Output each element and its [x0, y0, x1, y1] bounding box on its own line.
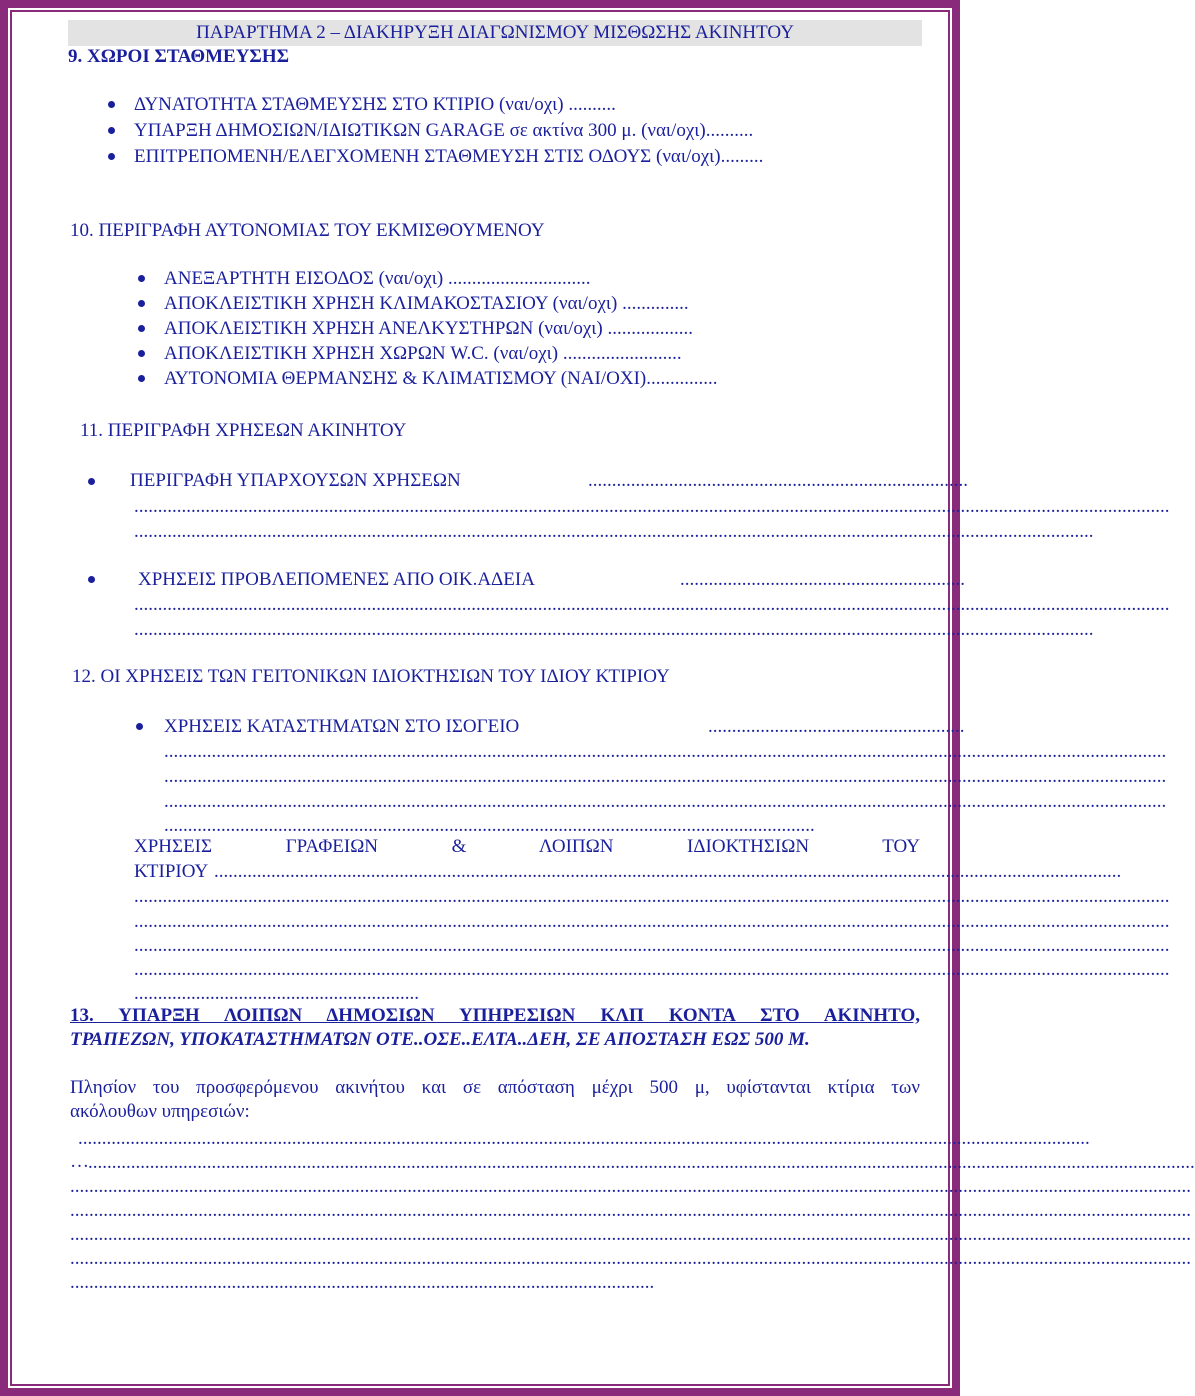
bullet-icon: [138, 375, 145, 382]
dot-leader: ..........................................................................................................................................................................................................................: [134, 911, 1170, 932]
dot-leader: ............................................................................................................................................................................................................................................: [70, 1224, 1191, 1245]
dot-leader: ...................................................................................................................................................................................................................: [164, 766, 1167, 787]
bullet-icon: [136, 723, 143, 730]
dot-leader: ............................................................................................................................................................................................................................................: [70, 1248, 1191, 1269]
dot-leader: ...................................................................................................................................................................................................................: [164, 741, 1167, 762]
bullet-icon: [138, 275, 145, 282]
bullet-icon: [138, 325, 145, 332]
dot-leader: ..........................................................................................................................................................................................................................: [134, 594, 1170, 615]
bullet-icon: [138, 350, 145, 357]
dot-leader: ............................................................: [134, 983, 419, 1004]
dot-leader: ..........................................................................................................................................................................................................: [134, 521, 1094, 542]
section-13-title-line-2: ΤΡΑΠΕΖΩΝ, ΥΠΟΚΑΤΑΣΤΗΜΑΤΩΝ ΟΤΕ..ΟΣΕ..ΕΛΤΑ..ΔΕΗ, ΣΕ ΑΠΟΣΤΑΣΗ ΕΩΣ 500 Μ.: [70, 1029, 810, 1050]
section-12-title: 12. ΟΙ ΧΡΗΣΕΙΣ ΤΩΝ ΓΕΙΤΟΝΙΚΩΝ ΙΔΙΟΚΤΗΣΙΩΝ ΤΟΥ ΙΔΙΟΥ ΚΤΙΡΙΟΥ: [72, 666, 670, 687]
dot-leader: ..........................................................................................................................................................................................................: [134, 619, 1094, 640]
dot-leader: .........................................................................................................................................: [164, 815, 815, 836]
bullet-icon: [108, 127, 115, 134]
bullet-icon: [108, 101, 115, 108]
bullet-icon: [108, 153, 115, 160]
dot-leader: ..........................................................................................................................................................................................................................: [134, 935, 1170, 956]
s10-item-5: ΑΥΤΟΝΟΜΙΑ ΘΕΡΜΑΝΣΗΣ & ΚΛΙΜΑΤΙΣΜΟΥ (ΝΑΙ/ΟΧΙ)...............: [164, 368, 718, 389]
dot-leader: ............................................................: [680, 569, 965, 590]
dot-leader: ..........................................................................................................................................................................................................................: [134, 496, 1170, 517]
s13-paragraph-line-1: Πλησίον του προσφερόμενου ακινήτου και σε απόσταση μέχρι 500 μ, υφίστανται κτίρια των: [70, 1077, 920, 1098]
s12-item-2-line-1: ΧΡΗΣΕΙΣ ΓΡΑΦΕΙΩΝ & ΛΟΙΠΩΝ ΙΔΙΟΚΤΗΣΙΩΝ ΤΟΥ: [134, 836, 920, 857]
dot-leader: .........................................................................................................................................................................................................................................: [88, 1152, 1195, 1173]
dot-leader: ..........................................................................................................................................................................................................................: [134, 959, 1170, 980]
s10-item-4: ΑΠΟΚΛΕΙΣΤΙΚΗ ΧΡΗΣΗ ΧΩΡΩΝ W.C. (ναι/οχι) .........................: [164, 343, 682, 364]
s12-item-1: ΧΡΗΣΕΙΣ ΚΑΤΑΣΤΗΜΑΤΩΝ ΣΤΟ ΙΣΟΓΕΙΟ: [164, 716, 520, 737]
dot-leader: ...................................................................................................................................................................................................................: [164, 791, 1167, 812]
s12-item-2-line-2: ΚΤΙΡΙΟΥ: [134, 861, 209, 882]
s10-item-3: ΑΠΟΚΛΕΙΣΤΙΚΗ ΧΡΗΣΗ ΑΝΕΛΚΥΣΤΗΡΩΝ (ναι/οχι) ..................: [164, 318, 693, 339]
dot-leader: ...............................................................................................................................................................................................: [214, 861, 1122, 882]
s11-item-2: ΧΡΗΣΕΙΣ ΠΡΟΒΛΕΠΟΜΕΝΕΣ ΑΠΟ ΟΙΚ.ΑΔΕΙΑ: [138, 569, 535, 590]
s9-item-2: ΥΠΑΡΞΗ ΔΗΜΟΣΙΩΝ/ΙΔΙΩΤΙΚΩΝ GARAGE σε ακτίνα 300 μ. (ναι/οχι)..........: [134, 120, 754, 141]
dotline-ellipsis: …: [70, 1151, 89, 1172]
section-11-title: 11. ΠΕΡΙΓΡΑΦΗ ΧΡΗΣΕΩΝ ΑΚΙΝΗΤΟΥ: [80, 420, 407, 441]
dot-leader: ..........................................................................................................................................................................................................................: [134, 886, 1170, 907]
s10-item-1: ΑΝΕΞΑΡΤΗΤΗ ΕΙΣΟΔΟΣ (ναι/οχι) ..............................: [164, 268, 591, 289]
section-10-title: 10. ΠΕΡΙΓΡΑΦΗ ΑΥΤΟΝΟΜΙΑΣ ΤΟΥ ΕΚΜΙΣΘΟΥΜΕΝΟΥ: [70, 220, 545, 241]
page-header: ΠΑΡΑΡΤΗΜΑ 2 – ΔΙΑΚΗΡΥΞΗ ΔΙΑΓΩΝΙΣΜΟΥ ΜΙΣΘΩΣΗΣ ΑΚΙΝΗΤΟΥ: [68, 20, 922, 46]
dot-leader: ...........................................................................................................................: [70, 1272, 655, 1293]
bullet-icon: [88, 478, 95, 485]
bullet-icon: [88, 576, 95, 583]
s9-item-3: ΕΠΙΤΡΕΠΟΜΕΝΗ/ΕΛΕΓΧΟΜΕΝΗ ΣΤΑΘΜΕΥΣΗ ΣΤΙΣ ΟΔΟΥΣ (ναι/οχι).........: [134, 146, 764, 167]
section-13-title-line-1: 13. ΥΠΑΡΞΗ ΛΟΙΠΩΝ ΔΗΜΟΣΙΩΝ ΥΠΗΡΕΣΙΩΝ ΚΛΠ ΚΟΝΤΑ ΣΤΟ ΑΚΙΝΗΤΟ,: [70, 1005, 920, 1026]
s13-paragraph-line-2: ακόλουθων υπηρεσιών:: [70, 1101, 250, 1122]
s9-item-1: ΔΥΝΑΤΟΤΗΤΑ ΣΤΑΘΜΕΥΣΗΣ ΣΤΟ ΚΤΙΡΙΟ (ναι/οχι) ..........: [134, 94, 616, 115]
dot-leader: ......................................................: [708, 716, 965, 737]
s11-item-1: ΠΕΡΙΓΡΑΦΗ ΥΠΑΡΧΟΥΣΩΝ ΧΡΗΣΕΩΝ: [130, 470, 461, 491]
dot-leader: .....................................................................................................................................................................................................................: [78, 1128, 1090, 1149]
dot-leader: ................................................................................: [588, 470, 968, 491]
s10-item-2: ΑΠΟΚΛΕΙΣΤΙΚΗ ΧΡΗΣΗ ΚΛΙΜΑΚΟΣΤΑΣΙΟΥ (ναι/οχι) ..............: [164, 293, 689, 314]
dot-leader: ............................................................................................................................................................................................................................................: [70, 1176, 1191, 1197]
bullet-icon: [138, 300, 145, 307]
dot-leader: ............................................................................................................................................................................................................................................: [70, 1200, 1191, 1221]
section-9-title: 9. ΧΩΡΟΙ ΣΤΑΘΜΕΥΣΗΣ: [68, 46, 290, 67]
